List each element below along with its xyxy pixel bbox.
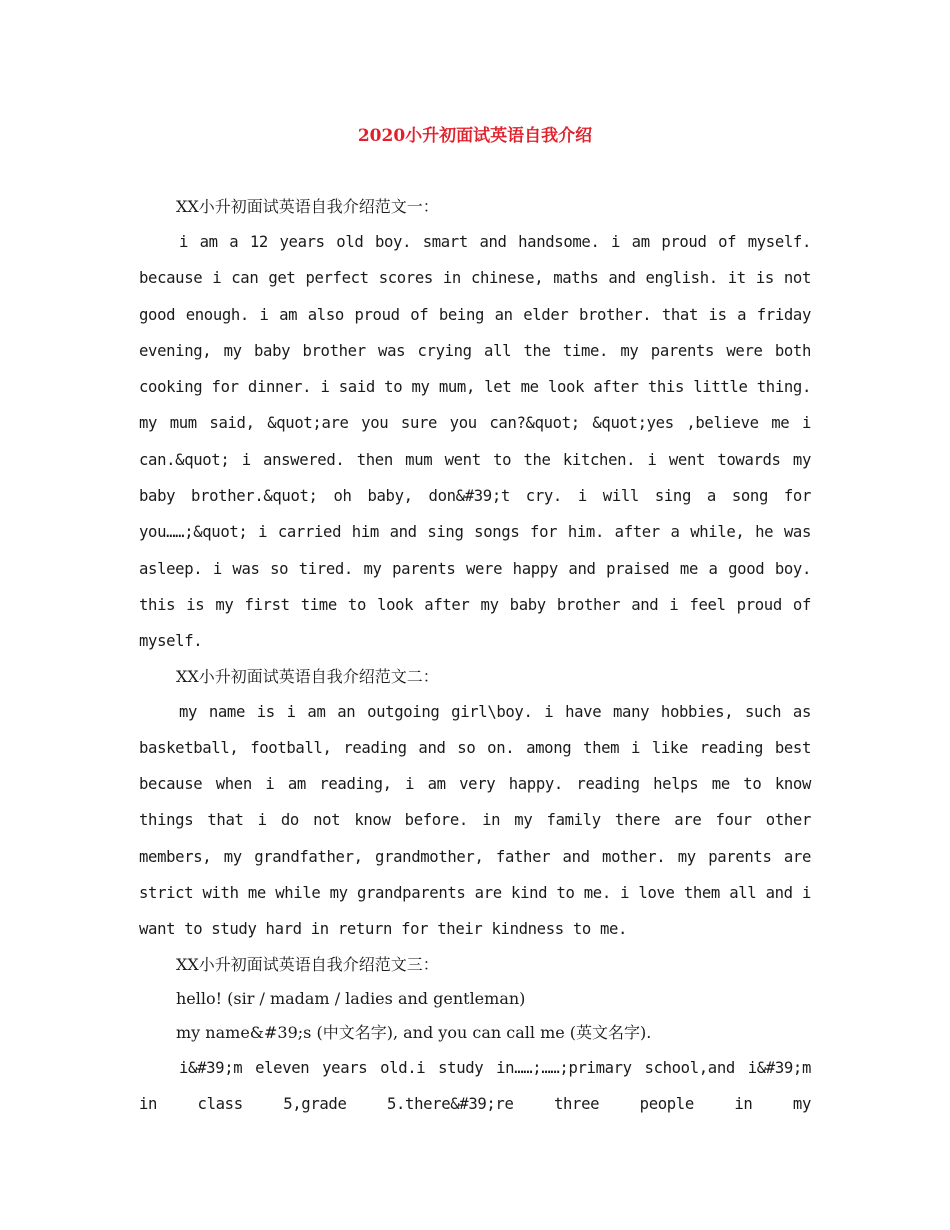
section-3-line-name: my name&#39;s (中文名字), and you can call me (英文名字).	[176, 1022, 652, 1042]
section-3-body: i&#39;m eleven years old.i study in……;……;primary school,and i&#39;m in class 5,grade 5.there&#39;re three people in my	[139, 1058, 811, 1113]
section-1-body: i am a 12 years old boy. smart and handsome. i am proud of myself. because i can get perfect scores in chinese, maths and english. it is not good enough. i am also proud of being an elder brother. that is a friday evening, my baby brother was crying all the time. my parents were both cooking for dinner. i said to my mum, let me look after this little thing. my mum said, &quot;are you sure you can?&quot; &quot;yes ,believe me i can.&quot; i answered. then mum went to the kitchen. i went towards my baby brother.&quot; oh baby, don&#39;t cry. i will sing a song for you……;&quot; i carried him and sing songs for him. after a while, he was asleep. i was so tired. my parents were happy and praised me a good boy. this is my first time to look after my baby brother and i feel proud of myself.	[139, 233, 811, 651]
section-2-body: my name is i am an outgoing girl\boy. i have many hobbies, such as basketball, football, reading and so on. among them i like reading best because when i am reading, i am very happy. reading helps me to know things that i do not know before. in my family there are four other members, my grandfather, grandmother, father and mother. my parents are strict with me while my grandparents are kind to me. i love them all and i want to study hard in return for their kindness to me.	[139, 702, 811, 939]
section-1-heading: XX小升初面试英语自我介绍范文一：	[176, 197, 439, 216]
document-title: 2020小升初面试英语自我介绍	[357, 126, 593, 146]
section-2-heading: XX小升初面试英语自我介绍范文二：	[176, 666, 439, 686]
section-3-line-greeting: hello! (sir / madam / ladies and gentleman)	[176, 988, 526, 1008]
section-3-heading: XX小升初面试英语自我介绍范文三：	[176, 954, 439, 974]
document-content	[139, 190, 811, 1122]
